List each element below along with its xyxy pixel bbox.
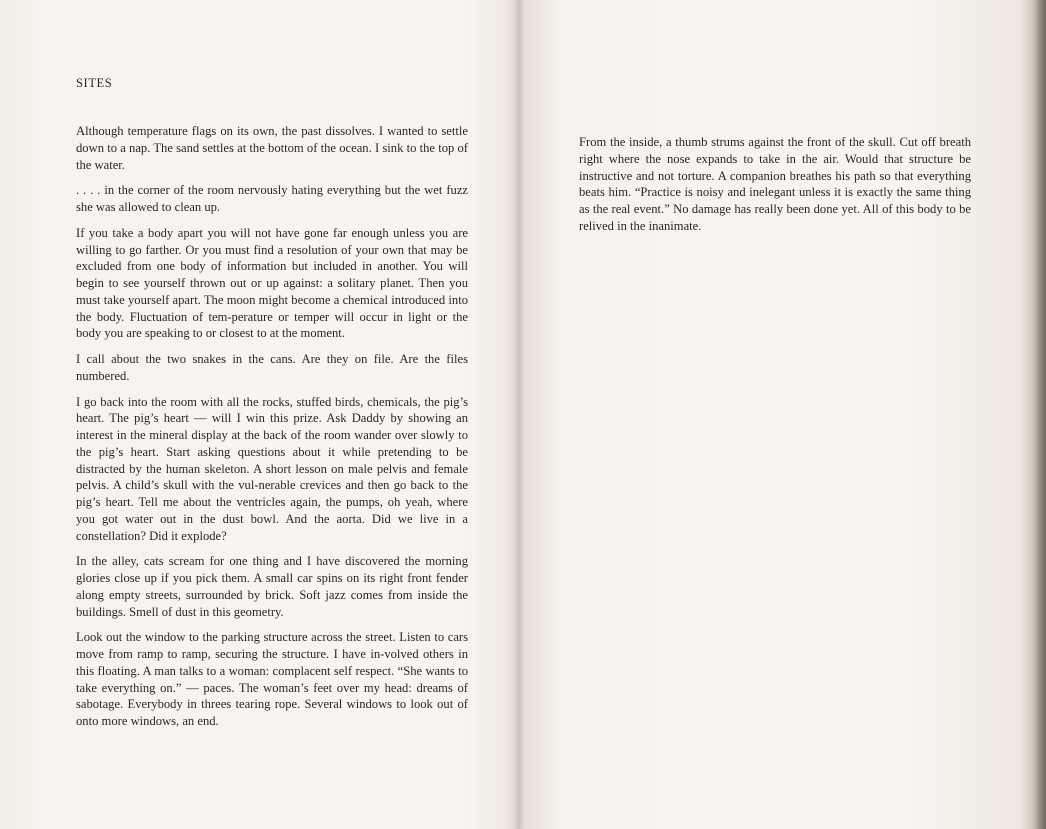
paragraph: If you take a body apart you will not have gone far enough unless you are willing to go farther. Or you must find a resolution of your own that may be excluded from one body of information but included in another. You will begin to see yourself thrown out or up against: a solitary planet. Then you must take yourself apart. The moon might become a chemical introduced into the body. Fluctuation of tem-perature or temper will occur in light or the body you are speaking to or closest to at the moment. bbox=[76, 225, 468, 341]
paragraph: From the inside, a thumb strums against the front of the skull. Cut off breath right where the nose expands to take in the air. Would that structure be instructive and not torture. A companion breathes his path so that everything beats him. “Practice is noisy and inelegant unless it is exactly the same thing as the real event.” No damage has really been done yet. All of this body to be relived in the inanimate. bbox=[579, 135, 971, 233]
paragraph: Look out the window to the parking structure across the street. Listen to cars move from ramp to ramp, securing the structure. I have in-volved others in this floating. A man talks to a woman: complacent self respect. “She wants to take everything on.” — paces. The woman’s feet over my head: dreams of sabotage. Everybody in threes tearing rope. Several windows to look out of onto more windows, an end. bbox=[76, 630, 468, 728]
running-head: SITES bbox=[76, 76, 113, 90]
page-edge-shadow bbox=[1032, 0, 1046, 829]
paragraph: Although temperature flags on its own, the past dissolves. I wanted to settle down to a nap. The sand settles at the bottom of the ocean. I sink to the top of the water. bbox=[76, 124, 468, 172]
paragraph: I go back into the room with all the rocks, stuffed birds, chemicals, the pig’s heart. The pig’s heart — will I win this prize. Ask Daddy by showing an interest in the mineral display at the back of the room wander over slowly to the pig’s heart. Start asking questions about it while pretending to be distracted by the human skeleton. A short lesson on male pelvis and female pelvis. A child’s skull with the vul-nerable crevices and then go back to the pig’s heart. Tell me about the ventricles again, the pumps, oh yeah, where you got water out in the dust bowl. And the aorta. Did we live in a constellation? Did it explode? bbox=[76, 394, 468, 543]
book-gutter bbox=[514, 0, 524, 829]
paragraph: . . . . in the corner of the room nervously hating everything but the wet fuzz she was allowed to clean up. bbox=[76, 183, 468, 214]
paragraph: I call about the two snakes in the cans. Are they on file. Are the files numbered. bbox=[76, 352, 468, 383]
right-page-text bbox=[579, 134, 971, 244]
paragraph: In the alley, cats scream for one thing and I have discovered the morning glories close up if you pick them. A small car spins on its right front fender along empty streets, surrounded by brick. Soft jazz comes from inside the buildings. Smell of dust in this geometry. bbox=[76, 554, 468, 619]
left-page-text bbox=[76, 123, 468, 739]
